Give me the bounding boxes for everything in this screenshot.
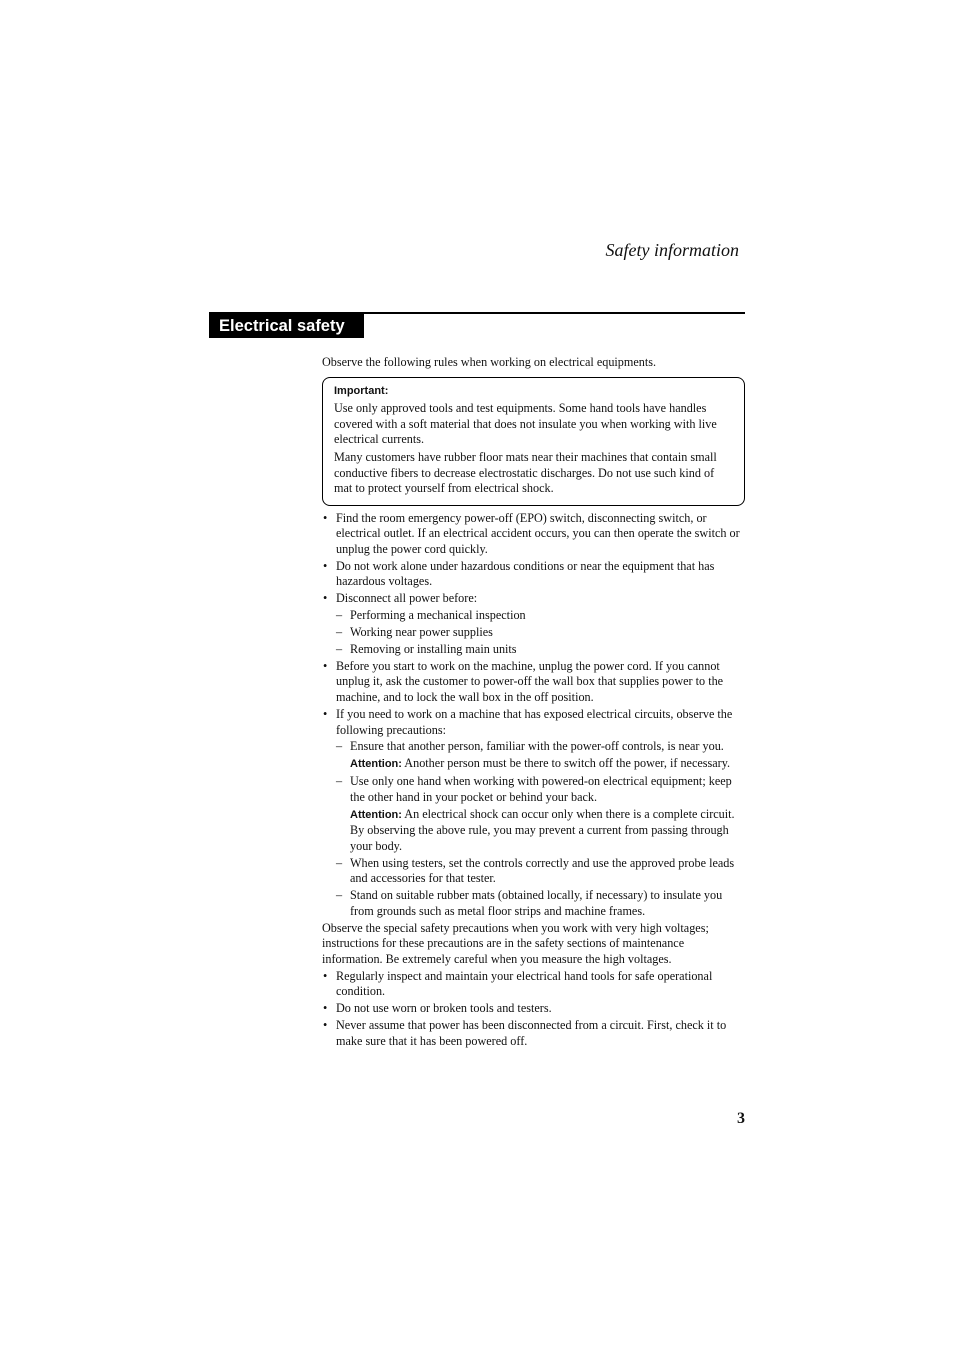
list-item-text: Never assume that power has been disconnected from a circuit. First, check it to make sure that it has been powered off.	[336, 1018, 727, 1048]
dash-marker: –	[336, 625, 343, 640]
sub-list-item-text: Use only one hand when working with powered-on electrical equipment; keep the other hand in your pocket or behind your back.	[350, 774, 732, 804]
precautions-list	[322, 511, 745, 920]
intro-paragraph: Observe the following rules when working on electrical equipments.	[322, 355, 657, 369]
sub-list	[336, 739, 745, 919]
list-item-text: Find the room emergency power-off (EPO) switch, disconnecting switch, or electrical outlet. If an electrical accident occurs, you can then operate the switch or unplug the power cord quickly.	[336, 510, 740, 556]
dash-marker: –	[336, 774, 343, 789]
sub-list-item	[336, 642, 745, 658]
list-item	[322, 511, 745, 558]
list-item	[322, 559, 745, 590]
important-notice-box	[322, 377, 745, 506]
sub-list-item-text: Working near power supplies	[350, 625, 493, 640]
bullet-marker: •	[323, 1001, 328, 1016]
important-label: Important:	[334, 384, 389, 397]
list-item	[322, 969, 745, 1000]
dash-marker: –	[336, 739, 343, 754]
list-item	[322, 591, 745, 657]
bullet-marker: •	[323, 558, 328, 573]
dash-marker: –	[336, 641, 343, 656]
sub-list-item-text: Removing or installing main units	[350, 641, 517, 656]
sub-list-item	[336, 625, 745, 641]
list-item-text: Before you start to work on the machine, unplug the power cord. If you cannot unplug it, ask the customer to power-off the wall box that supplies power to the machine, and to lock the wall box in the off position.	[336, 658, 724, 705]
important-paragraph: Many customers have rubber floor mats near their machines that contain small conductive fibers to decrease electrostatic discharges. Do not use such kind of mat to protect yourself from electrical shock.	[334, 449, 717, 496]
dash-marker: –	[336, 855, 343, 870]
list-item	[322, 1018, 745, 1049]
list-item	[322, 659, 745, 706]
important-paragraph: Use only approved tools and test equipments. Some hand tools have handles covered with a soft material that does not insulate you when working with live electrical currents.	[334, 401, 717, 447]
list-item-text: Regularly inspect and maintain your electrical hand tools for safe operational condition.	[336, 968, 713, 999]
attention-note	[350, 807, 745, 855]
list-item-text: If you need to work on a machine that has exposed electrical circuits, observe the following precautions:	[336, 706, 733, 737]
page-content	[322, 355, 745, 1051]
dash-marker: –	[336, 608, 343, 623]
page-number: 3	[737, 1110, 745, 1127]
sub-list-item	[336, 608, 745, 624]
sub-list-item-text: Performing a mechanical inspection	[350, 608, 526, 623]
bullet-marker: •	[323, 591, 328, 606]
sub-list	[336, 608, 745, 657]
tools-list	[322, 969, 745, 1050]
dash-marker: –	[336, 888, 343, 903]
list-item	[322, 1001, 745, 1017]
sub-list-item-text: When using testers, set the controls correctly and use the approved probe leads and accessories for that tester.	[350, 855, 735, 886]
list-item-text: Do not work alone under hazardous conditions or near the equipment that has hazardous voltages.	[336, 558, 715, 589]
sub-list-item	[336, 774, 745, 854]
attention-label: Attention:	[350, 758, 402, 771]
sub-list-item	[336, 888, 745, 919]
sub-list-item	[336, 739, 745, 772]
bullet-marker: •	[323, 706, 328, 721]
sub-list-item	[336, 856, 745, 887]
bullet-marker: •	[323, 658, 328, 673]
sub-list-item-text: Stand on suitable rubber mats (obtained locally, if necessary) to insulate you from grounds such as metal floor strips and machine frames.	[350, 888, 723, 918]
attention-note	[350, 756, 745, 773]
list-item	[322, 707, 745, 920]
running-header-title: Safety information	[605, 240, 739, 260]
list-item-text: Do not use worn or broken tools and testers.	[336, 1001, 552, 1016]
bullet-marker: •	[323, 1018, 328, 1033]
attention-text: Another person must be there to switch off the power, if necessary.	[401, 756, 731, 771]
attention-text: An electrical shock can occur only when there is a complete circuit. By observing the above rule, you may prevent a current from passing through your body.	[350, 806, 735, 853]
attention-label: Attention:	[350, 808, 402, 821]
bullet-marker: •	[323, 510, 328, 525]
sub-list-item-text: Ensure that another person, familiar with the power-off controls, is near you.	[350, 739, 724, 754]
list-item-text: Disconnect all power before:	[336, 591, 478, 606]
bullet-marker: •	[323, 968, 328, 983]
high-voltage-paragraph: Observe the special safety precautions when you work with very high voltages; instructions for these precautions are in the safety sections of maintenance information. Be extremely careful when you measure the high voltages.	[322, 920, 709, 966]
section-title: Electrical safety	[209, 314, 364, 338]
